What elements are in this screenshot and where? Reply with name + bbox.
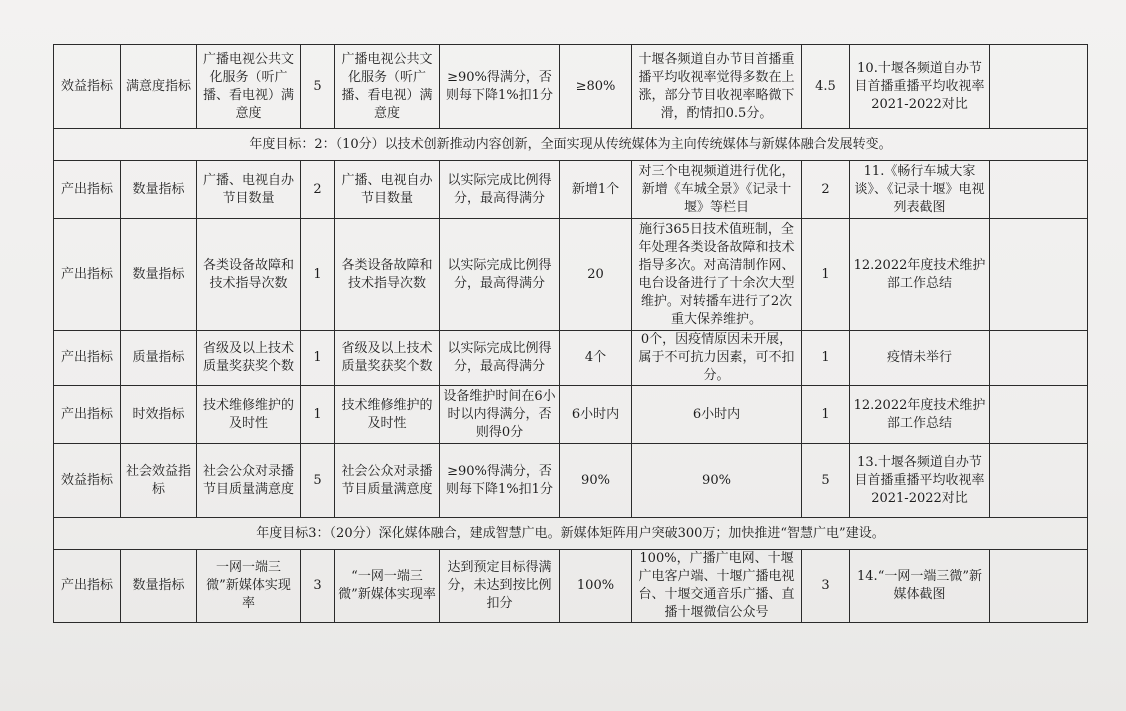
table-row (54, 386, 1088, 444)
indicator-name-cell: 广播电视公共文化服务（听广播、看电视）满意度 (197, 45, 301, 129)
indicator-subtype-cell: 时效指标 (121, 386, 197, 444)
remarks-cell (990, 219, 1088, 331)
weight-cell: 5 (301, 45, 335, 129)
remarks-cell (990, 161, 1088, 219)
target-item-cell: 社会公众对录播节目质量满意度 (335, 444, 440, 518)
evidence-cell: 13.十堰各频道自办节目首播重播平均收视率2021-2022对比 (850, 444, 990, 518)
actual-result-cell: 6小时内 (632, 386, 802, 444)
target-value-cell: 新增1个 (560, 161, 632, 219)
evidence-cell: 10.十堰各频道自办节目首播重播平均收视率2021-2022对比 (850, 45, 990, 129)
scoring-rule-cell: ≥90%得满分，否则每下降1%扣1分 (440, 45, 560, 129)
indicator-name-cell: 省级及以上技术质量奖获奖个数 (197, 331, 301, 386)
indicator-name-cell: 各类设备故障和技术指导次数 (197, 219, 301, 331)
actual-result-cell: 施行365日技术值班制，全年处理各类设备故障和技术指导多次。对高清制作网、电台设备进行了十余次大型维护。对转播车进行了2次重大保养维护。 (632, 219, 802, 331)
remarks-cell (990, 444, 1088, 518)
annual-goal-text: 年度目标：2：（10分）以技术创新推动内容创新，全面实现从传统媒体为主向传统媒体与新媒体融合发展转变。 (54, 129, 1088, 161)
indicator-subtype-cell: 满意度指标 (121, 45, 197, 129)
indicator-subtype-cell: 社会效益指标 (121, 444, 197, 518)
evidence-cell: 14.“一网一端三微”新媒体截图 (850, 550, 990, 623)
table-row (54, 219, 1088, 331)
target-item-cell: 各类设备故障和技术指导次数 (335, 219, 440, 331)
indicator-category-cell: 产出指标 (54, 331, 121, 386)
target-item-cell: 技术维修维护的及时性 (335, 386, 440, 444)
actual-result-cell: 100%，广播广电网、十堰广电客户端、十堰广播电视台、十堰交通音乐广播、直播十堰微信公众号 (632, 550, 802, 623)
weight-cell: 5 (301, 444, 335, 518)
scoring-rule-cell: 达到预定目标得满分，未达到按比例扣分 (440, 550, 560, 623)
score-cell: 1 (802, 386, 850, 444)
weight-cell: 1 (301, 386, 335, 444)
indicator-name-cell: 技术维修维护的及时性 (197, 386, 301, 444)
remarks-cell (990, 386, 1088, 444)
indicator-category-cell: 产出指标 (54, 550, 121, 623)
target-value-cell: 100% (560, 550, 632, 623)
scoring-rule-cell: ≥90%得满分，否则每下降1%扣1分 (440, 444, 560, 518)
target-item-cell: 广播电视公共文化服务（听广播、看电视）满意度 (335, 45, 440, 129)
evidence-cell: 11.《畅行车城大家谈》、《记录十堰》电视列表截图 (850, 161, 990, 219)
remarks-cell (990, 45, 1088, 129)
score-cell: 4.5 (802, 45, 850, 129)
indicator-category-cell: 效益指标 (54, 45, 121, 129)
scoring-rule-cell: 设备维护时间在6小时以内得满分，否则得0分 (440, 386, 560, 444)
indicator-name-cell: 一网一端三微”新媒体实现率 (197, 550, 301, 623)
indicator-category-cell: 效益指标 (54, 444, 121, 518)
scoring-rule-cell: 以实际完成比例得分，最高得满分 (440, 161, 560, 219)
remarks-cell (990, 331, 1088, 386)
target-item-cell: 省级及以上技术质量奖获奖个数 (335, 331, 440, 386)
weight-cell: 2 (301, 161, 335, 219)
actual-result-cell: 十堰各频道自办节目首播重播平均收视率觉得多数在上涨，部分节目收视率略微下滑，酌情扣0.5分。 (632, 45, 802, 129)
table-body (54, 45, 1088, 623)
scoring-rule-cell: 以实际完成比例得分，最高得满分 (440, 219, 560, 331)
remarks-cell (990, 550, 1088, 623)
actual-result-cell: 0个，因疫情原因未开展，属于不可抗力因素，可不扣分。 (632, 331, 802, 386)
evidence-cell: 12.2022年度技术维护部工作总结 (850, 386, 990, 444)
target-value-cell: 4个 (560, 331, 632, 386)
target-value-cell: 6小时内 (560, 386, 632, 444)
target-value-cell: 20 (560, 219, 632, 331)
weight-cell: 1 (301, 219, 335, 331)
actual-result-cell: 90% (632, 444, 802, 518)
indicator-name-cell: 社会公众对录播节目质量满意度 (197, 444, 301, 518)
indicator-category-cell: 产出指标 (54, 161, 121, 219)
evidence-cell: 12.2022年度技术维护部工作总结 (850, 219, 990, 331)
table-row (54, 444, 1088, 518)
table-row (54, 550, 1088, 623)
indicator-name-cell: 广播、电视自办节目数量 (197, 161, 301, 219)
indicator-category-cell: 产出指标 (54, 386, 121, 444)
indicator-subtype-cell: 数量指标 (121, 161, 197, 219)
performance-indicator-table (53, 44, 1088, 623)
score-cell: 1 (802, 219, 850, 331)
annual-goal-row (54, 129, 1088, 161)
table-row (54, 161, 1088, 219)
actual-result-cell: 对三个电视频道进行优化，新增《车城全景》《记录十堰》等栏目 (632, 161, 802, 219)
weight-cell: 3 (301, 550, 335, 623)
indicator-category-cell: 产出指标 (54, 219, 121, 331)
score-cell: 5 (802, 444, 850, 518)
target-value-cell: ≥80% (560, 45, 632, 129)
score-cell: 1 (802, 331, 850, 386)
indicator-subtype-cell: 数量指标 (121, 550, 197, 623)
indicator-subtype-cell: 质量指标 (121, 331, 197, 386)
target-item-cell: 广播、电视自办节目数量 (335, 161, 440, 219)
weight-cell: 1 (301, 331, 335, 386)
target-value-cell: 90% (560, 444, 632, 518)
score-cell: 2 (802, 161, 850, 219)
annual-goal-text: 年度目标3：（20分）深化媒体融合，建成智慧广电。新媒体矩阵用户突破300万；加快推进“智慧广电”建设。 (54, 518, 1088, 550)
target-item-cell: “一网一端三微”新媒体实现率 (335, 550, 440, 623)
indicator-subtype-cell: 数量指标 (121, 219, 197, 331)
table-row (54, 331, 1088, 386)
score-cell: 3 (802, 550, 850, 623)
scoring-rule-cell: 以实际完成比例得分，最高得满分 (440, 331, 560, 386)
evidence-cell: 疫情未举行 (850, 331, 990, 386)
annual-goal-row (54, 518, 1088, 550)
table-row (54, 45, 1088, 129)
